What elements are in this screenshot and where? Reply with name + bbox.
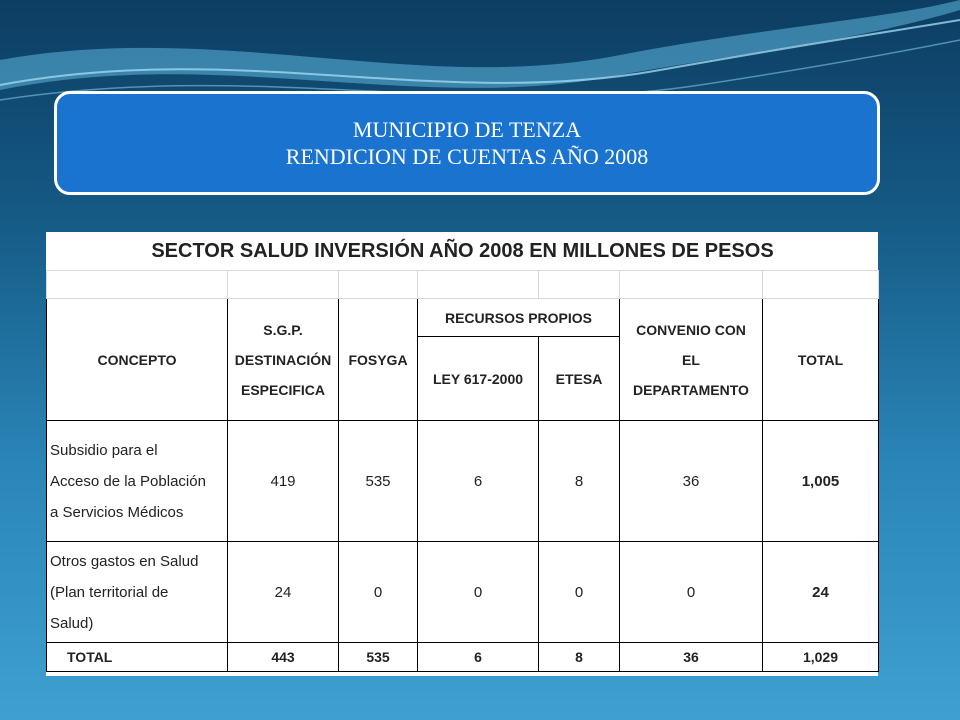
row-concept-line: (Plan territorial de bbox=[50, 583, 169, 601]
empty-cell bbox=[418, 271, 539, 299]
col-header-sgp-line: S.G.P. bbox=[263, 321, 303, 338]
row-concept-line: Subsidio para el bbox=[50, 441, 158, 459]
investment-table bbox=[46, 232, 879, 672]
title-box bbox=[54, 91, 880, 195]
row-concept-line: Salud) bbox=[50, 614, 94, 632]
col-header-convenio-line: DEPARTAMENTO bbox=[633, 381, 749, 398]
cell-sgp: 24 bbox=[228, 542, 339, 643]
cell-total: 1,005 bbox=[763, 421, 879, 542]
empty-cell bbox=[620, 271, 763, 299]
col-header-total: TOTAL bbox=[763, 299, 879, 421]
empty-cell bbox=[47, 271, 228, 299]
empty-cell bbox=[228, 271, 339, 299]
cell-convenio: 0 bbox=[620, 542, 763, 643]
table-title: SECTOR SALUD INVERSIÓN AÑO 2008 EN MILLONES DE PESOS bbox=[47, 232, 879, 271]
col-header-convenio bbox=[620, 299, 763, 421]
cell-fosyga: 535 bbox=[339, 421, 418, 542]
total-ley: 6 bbox=[418, 643, 539, 672]
cell-convenio: 36 bbox=[620, 421, 763, 542]
cell-etesa: 8 bbox=[539, 421, 620, 542]
total-fosyga: 535 bbox=[339, 643, 418, 672]
cell-ley: 6 bbox=[418, 421, 539, 542]
col-header-etesa: ETESA bbox=[539, 337, 620, 421]
row-concept-line: Acceso de la Población bbox=[50, 472, 206, 490]
totals-label: TOTAL bbox=[47, 643, 228, 672]
col-header-ley: LEY 617-2000 bbox=[418, 337, 539, 421]
table-row bbox=[47, 421, 879, 542]
row-concept bbox=[47, 421, 228, 542]
title-line-2: RENDICION DE CUENTAS AÑO 2008 bbox=[285, 144, 649, 169]
col-header-convenio-line: EL bbox=[682, 351, 700, 368]
cell-ley: 0 bbox=[418, 542, 539, 643]
table-row bbox=[47, 542, 879, 643]
total-sgp: 443 bbox=[228, 643, 339, 672]
col-header-recursos-propios: RECURSOS PROPIOS bbox=[418, 299, 620, 337]
empty-cell bbox=[539, 271, 620, 299]
spreadsheet-image bbox=[46, 232, 878, 676]
col-header-convenio-line: CONVENIO CON bbox=[636, 321, 746, 338]
row-concept bbox=[47, 542, 228, 643]
empty-cell bbox=[339, 271, 418, 299]
total-total: 1,029 bbox=[763, 643, 879, 672]
col-header-sgp-line: DESTINACIÓN bbox=[234, 351, 332, 368]
row-concept-line: Otros gastos en Salud bbox=[50, 552, 199, 570]
title-line-1: MUNICIPIO DE TENZA bbox=[352, 117, 582, 142]
cell-sgp: 419 bbox=[228, 421, 339, 542]
col-header-fosyga: FOSYGA bbox=[339, 299, 418, 421]
total-convenio: 36 bbox=[620, 643, 763, 672]
row-concept-line: a Servicios Médicos bbox=[50, 503, 184, 521]
cell-fosyga: 0 bbox=[339, 542, 418, 643]
col-header-concepto: CONCEPTO bbox=[47, 299, 228, 421]
col-header-sgp bbox=[228, 299, 339, 421]
total-etesa: 8 bbox=[539, 643, 620, 672]
cell-total: 24 bbox=[763, 542, 879, 643]
col-header-sgp-line: ESPECIFICA bbox=[240, 381, 325, 398]
empty-cell bbox=[763, 271, 879, 299]
cell-etesa: 0 bbox=[539, 542, 620, 643]
totals-row bbox=[47, 643, 879, 672]
